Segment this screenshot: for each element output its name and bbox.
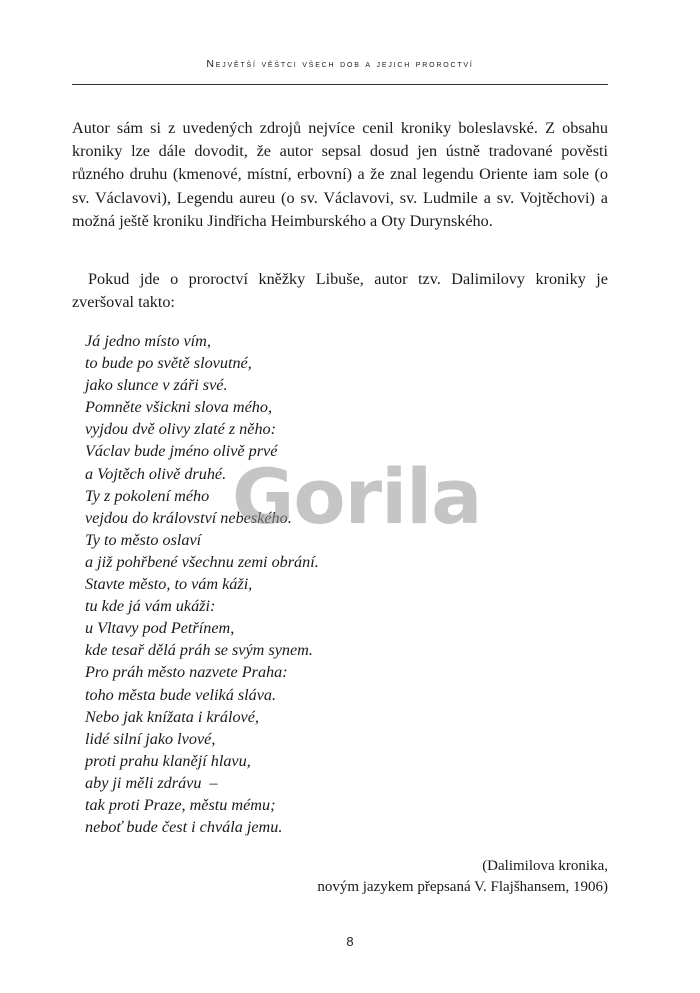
running-head: Největší věštci všech dob a jejich proroctví (206, 58, 474, 70)
poem-line: vejdou do království nebeského. (85, 508, 292, 527)
poem-line: Václav bude jméno olivě prvé (85, 442, 278, 461)
body-paragraph-1: Autor sám si z uvedených zdrojů nejvíce cenil kroniky boleslavské. Z obsahu kroniky lze dále dovodit, že autor sepsal dosud jen ústně tradované pověsti různého druhu (kmenové, místní, erbovní) a že znal legendu Oriente iam sole (o sv. Václavovi), Legendu aureu (o sv. Václavovi, sv. Ludmile a sv. Vojtěchovi) a možná ještě kroniku Jindřicha Heimburského a Oty Durynského. (72, 119, 608, 230)
poem-line: Nebo jak knížata i králové, (85, 707, 259, 726)
poem-line: tu kde já vám ukáži: (85, 597, 216, 616)
citation-line-2: novým jazykem přepsaná V. Flajšhansem, 1906) (317, 879, 608, 895)
poem-line: to bude po světě slovutné, (85, 354, 252, 373)
page-number: 8 (346, 934, 354, 949)
poem-line: toho města bude veliká sláva. (85, 685, 277, 704)
poem-line: aby ji měli zdrávu – (85, 773, 218, 792)
poem-line: Ty z pokolení mého (85, 486, 210, 505)
poem (85, 330, 319, 838)
poem-line: Já jedno místo vím, (85, 332, 211, 350)
poem-line: Pro práh město nazvete Praha: (85, 663, 288, 682)
header-rule (72, 84, 608, 85)
poem-line: Stavte město, to vám káži, (85, 575, 253, 594)
poem-line: neboť bude čest i chvála jemu. (85, 818, 283, 837)
poem-line: Pomněte všickni slova mého, (85, 398, 272, 417)
poem-line: vyjdou dvě olivy zlaté z něho: (85, 420, 277, 439)
poem-line: proti prahu klanějí hlavu, (85, 751, 251, 770)
poem-line: jako slunce v záři své. (85, 376, 228, 395)
poem-line: Ty to město oslaví (85, 530, 202, 549)
poem-line: kde tesař dělá práh se svým synem. (85, 641, 313, 660)
poem-line: lidé silní jako lvové, (85, 729, 216, 748)
poem-line: tak proti Praze, městu mému; (85, 795, 276, 814)
poem-line: a Vojtěch olivě druhé. (85, 464, 227, 483)
poem-line: u Vltavy pod Petřínem, (85, 619, 235, 638)
body-paragraph-2: Pokud jde o proroctví kněžky Libuše, autor tzv. Dalimilovy kroniky je zveršoval takto: (72, 270, 608, 312)
watermark-logo: Gorila (232, 452, 482, 541)
citation-line-1: (Dalimilova kronika, (482, 858, 608, 874)
poem-line: a již pohřbené všechnu zemi obrání. (85, 552, 319, 571)
citation (317, 856, 608, 898)
